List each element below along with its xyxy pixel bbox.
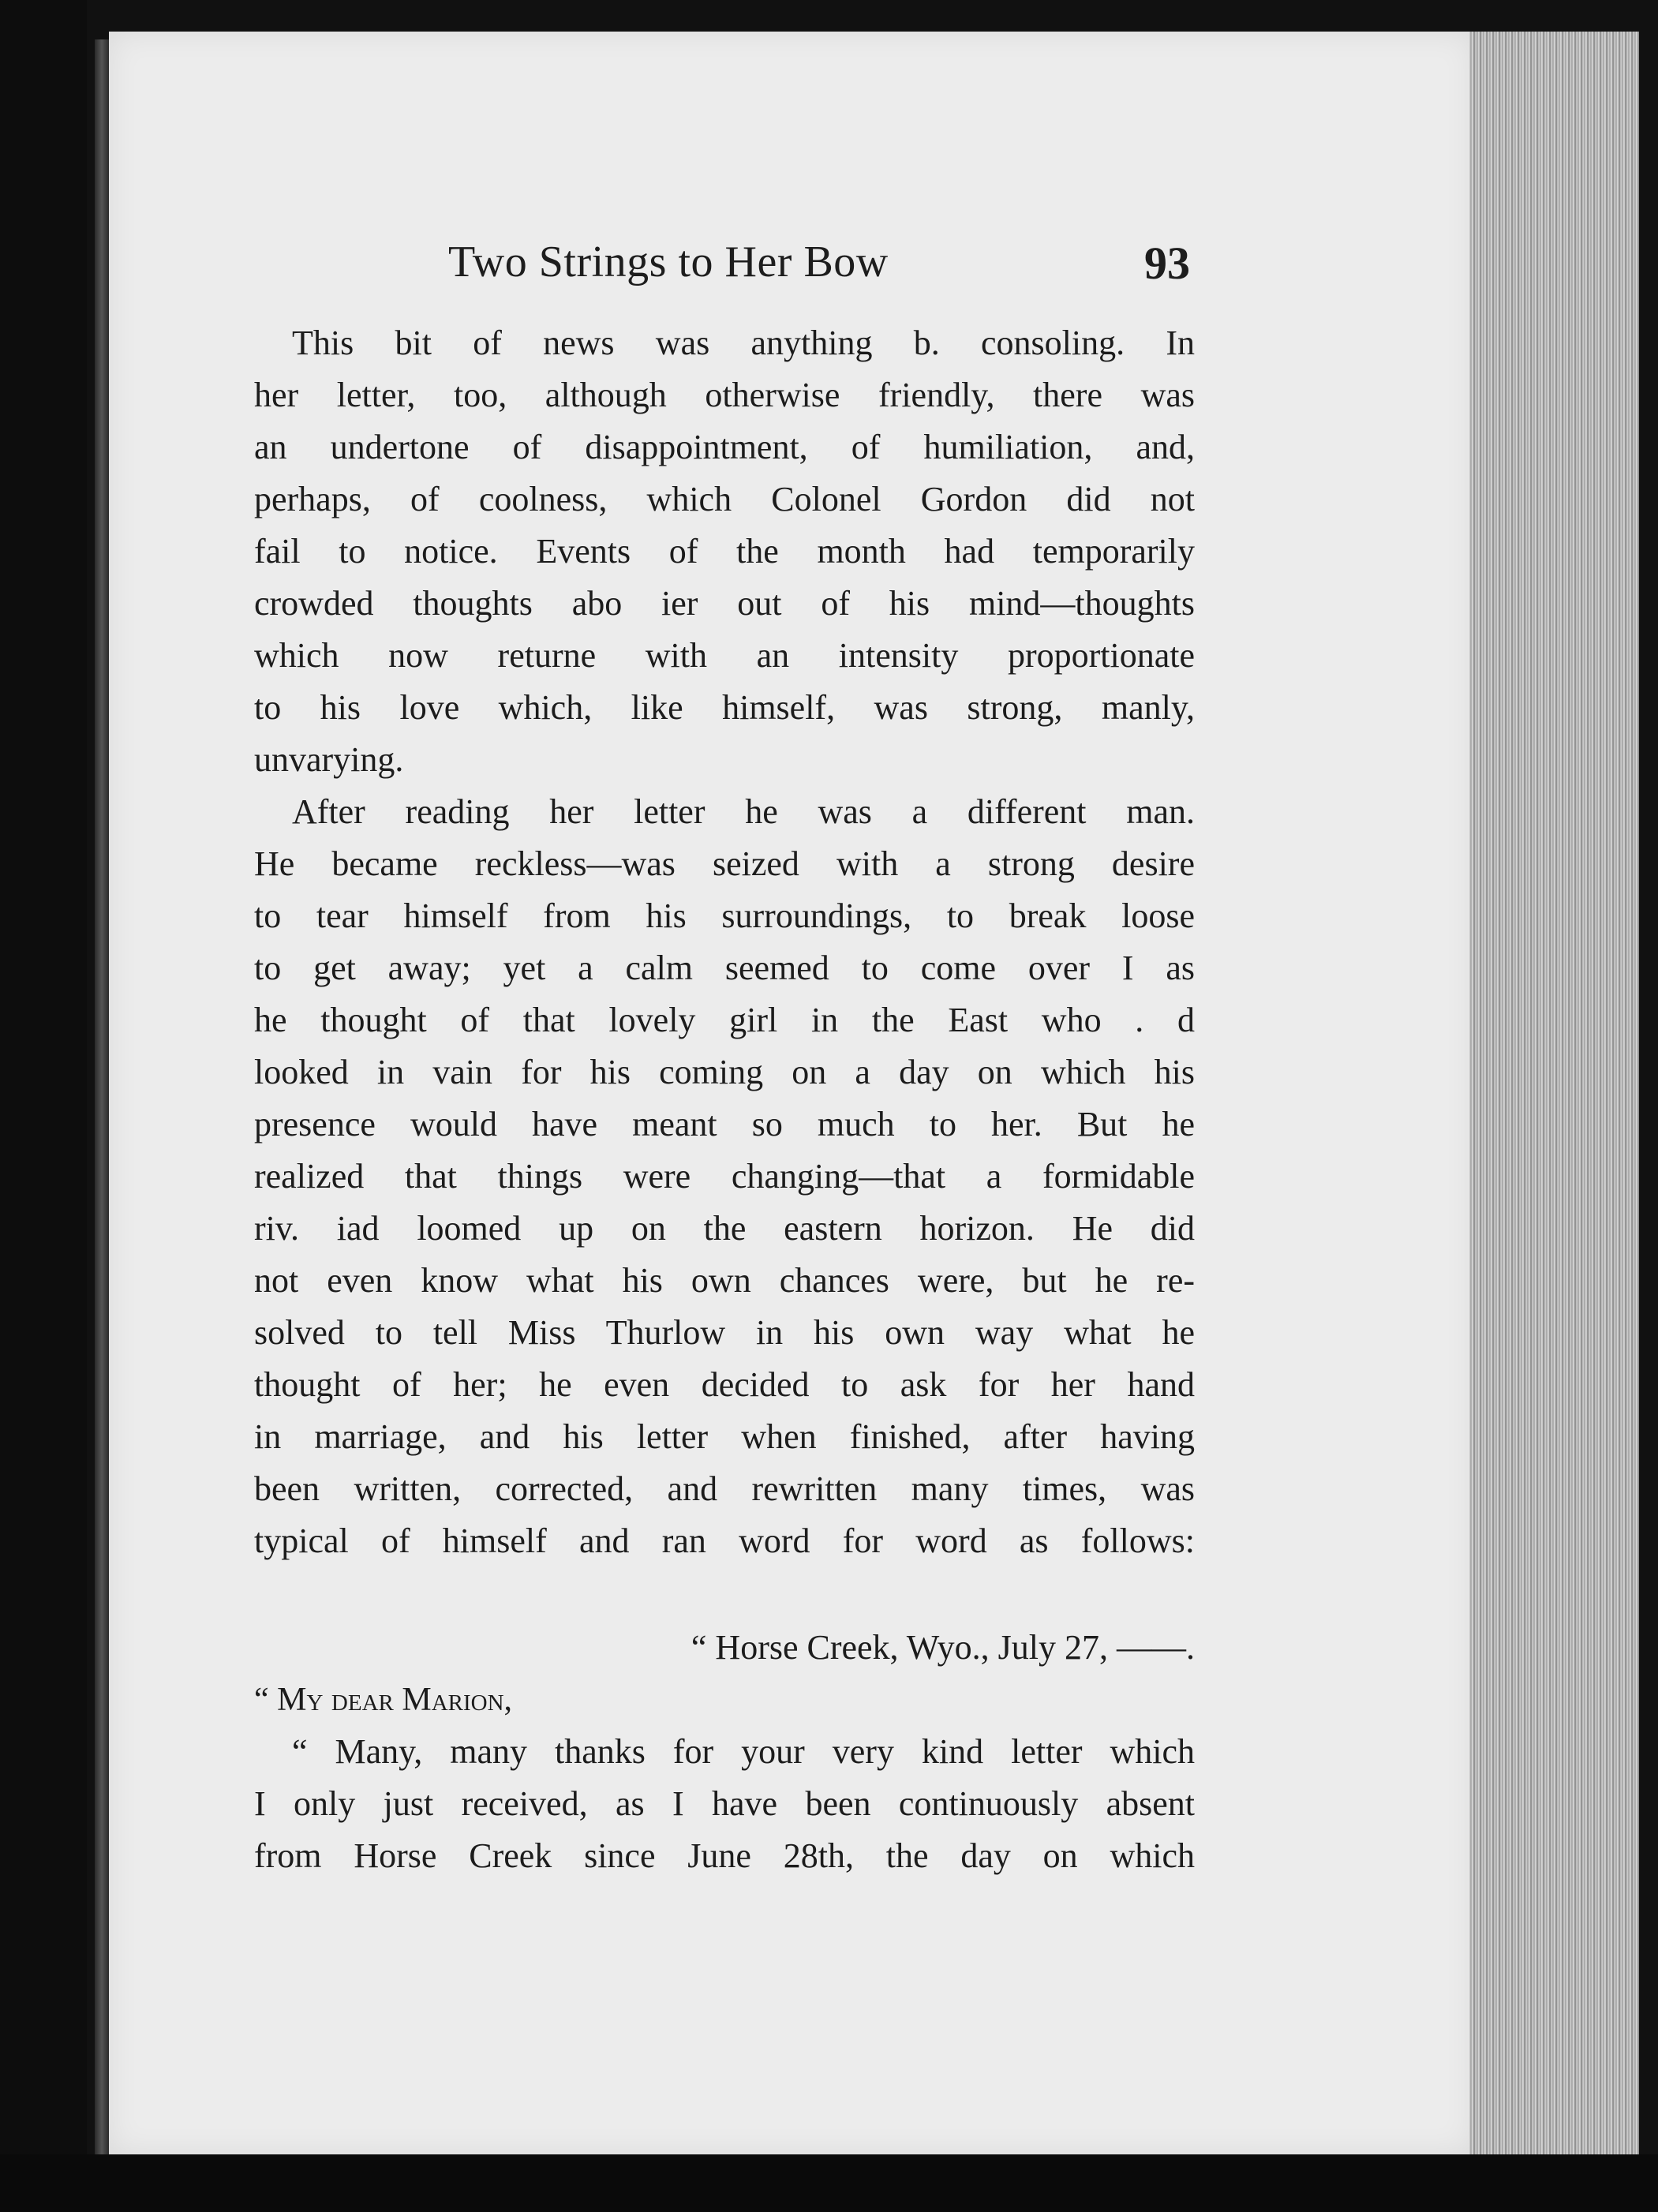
text-line: realized that things were changing—that a formidable xyxy=(254,1157,1195,1196)
text-line: “ Many, many thanks for your very kind letter which xyxy=(292,1732,1195,1771)
text-line: crowded thoughts abo ier out of his mind—thoughts xyxy=(254,584,1195,623)
text-line: riv. iad loomed up on the eastern horizon. He did xyxy=(254,1209,1195,1248)
text-line: from Horse Creek since June 28th, the day on which xyxy=(254,1836,1195,1875)
quoted-letter xyxy=(254,1622,1195,1882)
text-line: in marriage, and his letter when finished, after having xyxy=(254,1417,1195,1456)
page-number: 93 xyxy=(1144,238,1190,289)
text-line: to tear himself from his surroundings, to break loose xyxy=(254,896,1195,935)
letter-salutation: “ My dear Marion, xyxy=(254,1682,513,1718)
scan-bottom-margin xyxy=(0,2154,1658,2212)
paragraph-2 xyxy=(254,786,1195,1567)
text-line: solved to tell Miss Thurlow in his own way what he xyxy=(254,1313,1195,1352)
text-line: I only just received, as I have been continuously absent xyxy=(254,1784,1195,1823)
text-line: After reading her letter he was a different man. xyxy=(292,792,1195,831)
page-header xyxy=(448,237,1190,292)
text-line: fail to notice. Events of the month had temporarily xyxy=(254,532,1195,571)
text-line: been written, corrected, and rewritten many times, was xyxy=(254,1469,1195,1508)
body-text xyxy=(254,317,1195,1567)
text-line: thought of her; he even decided to ask for her hand xyxy=(254,1365,1195,1404)
text-line: This bit of news was anything b. consoling. In xyxy=(292,324,1195,362)
text-line: her letter, too, although otherwise friendly, there was xyxy=(254,376,1195,414)
text-line: presence would have meant so much to her. But he xyxy=(254,1105,1195,1143)
letter-dateline: “ Horse Creek, Wyo., July 27, ——. xyxy=(691,1628,1195,1667)
text-line: not even know what his own chances were, but he re- xyxy=(254,1261,1195,1300)
text-line: unvarying. xyxy=(254,740,404,779)
book-spine-edge xyxy=(95,39,109,2154)
text-line: looked in vain for his coming on a day on which his xyxy=(254,1053,1195,1091)
text-line: to his love which, like himself, was strong, manly, xyxy=(254,688,1195,727)
scan-left-margin xyxy=(0,0,87,2212)
text-line: to get away; yet a calm seemed to come over I as xyxy=(254,949,1195,987)
text-line: typical of himself and ran word for word as follows: xyxy=(254,1521,1195,1560)
text-line: an undertone of disappointment, of humiliation, and, xyxy=(254,428,1195,466)
text-line: He became reckless—was seized with a strong desire xyxy=(254,844,1195,883)
text-line: he thought of that lovely girl in the East who . d xyxy=(254,1001,1195,1039)
page-block-edge xyxy=(1469,32,1639,2162)
text-line: which now returne with an intensity proportionate xyxy=(254,636,1195,675)
running-title: Two Strings to Her Bow xyxy=(448,238,889,286)
text-line: perhaps, of coolness, which Colonel Gordon did not xyxy=(254,480,1195,518)
paragraph-1 xyxy=(254,317,1195,786)
